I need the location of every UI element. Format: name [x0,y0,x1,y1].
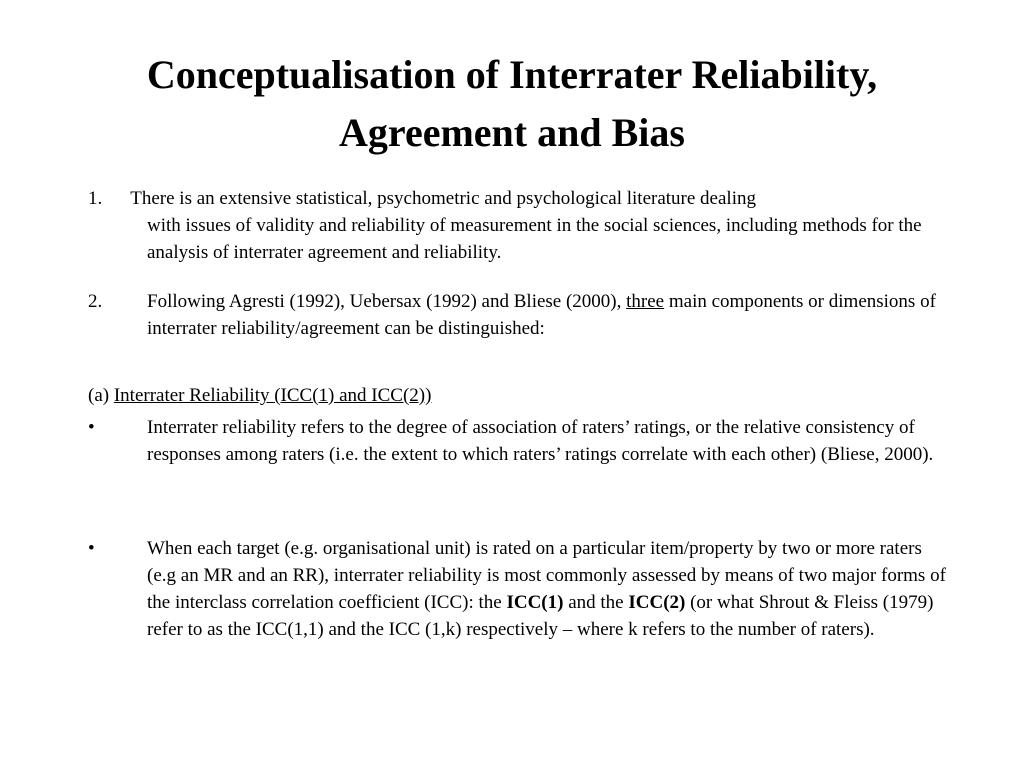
point-1-first-line [88,185,948,212]
point-1-rest-text: with issues of validity and reliability of measurement in the social sciences, including methods for the analysis of interrater agreement and reliability. [147,215,922,263]
point-1-marker: 1. [88,188,103,209]
slide-title [60,46,964,162]
bullet-2-part-2: and the [563,592,629,613]
section-a-title: Interrater Reliability (ICC(1) and ICC(2)) [113,385,432,406]
numbered-point-2 [88,288,948,342]
section-a-heading [88,382,948,409]
point-2-marker: 2. [88,291,103,312]
bullet-2-icc1: ICC(1) [506,592,564,613]
point-2-underlined: three [626,291,665,312]
bullet-1-marker: • [88,417,95,438]
numbered-point-1 [88,185,948,266]
bullet-2-marker: • [88,538,95,559]
bullet-2-text [88,535,948,643]
section-a-label: (a) [88,385,114,406]
bullet-1-text: Interrater reliability refers to the degree of association of raters’ ratings, or the relative consistency of responses among raters (i.e. the extent to which raters’ ratings correlate with each other) (Bliese, 2000). [147,417,934,465]
bullet-2-part-3: (or what Shrout & Fleiss (1979) refer to as the ICC(1,1) and the ICC (1,k) respectively – where k refers to the number of raters). [147,592,934,640]
point-2-text [88,288,948,342]
bullet-2 [88,535,948,643]
bullet-1 [88,414,948,468]
point-1-first-text: There is an extensive statistical, psychometric and psychological literature dealing [130,188,756,209]
bullet-2-icc2: ICC(2) [628,592,686,613]
bullet-2-part-1: When each target (e.g. organisational unit) is rated on a particular item/property by two or more raters (e.g an MR and an RR), interrater reliability is most commonly assessed by means of two major forms of the interclass correlation coefficient (ICC): the [147,538,946,613]
title-line-2: Agreement and Bias [339,110,685,155]
point-2-pre: Following Agresti (1992), Uebersax (1992) and Bliese (2000), [147,291,627,312]
title-line-1: Conceptualisation of Interrater Reliability, [146,52,878,97]
point-2-post: main components or dimensions of interrater reliability/agreement can be distinguished: [147,291,936,339]
